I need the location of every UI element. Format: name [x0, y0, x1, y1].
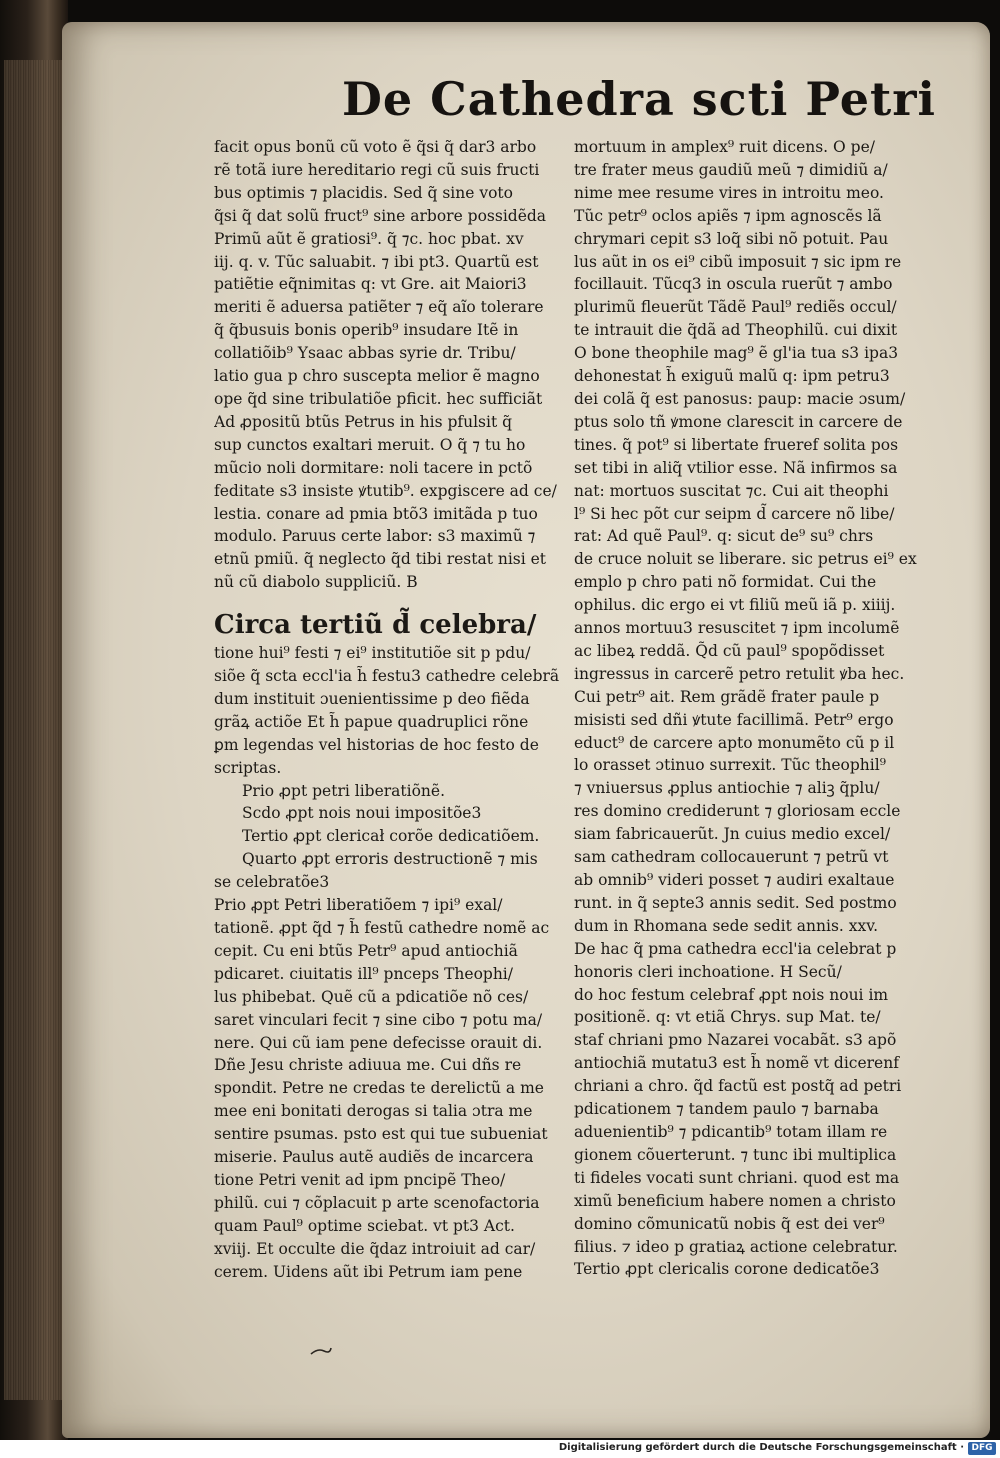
text-line: aduenientib⁹ ⁊ pdicantib⁹ totam illam re — [574, 1122, 888, 1141]
text-line: ximũ beneficium habere nomen a christo — [574, 1191, 896, 1210]
text-line: etnũ pmiũ. q̃ neglecto q̃d tibi restat nisi et — [214, 550, 547, 569]
text-line: facit opus bonũ cũ voto ẽ q̃si q̃ dar3 arbo — [214, 138, 537, 156]
text-line: tines. q̃ pot⁹ si libertate frueref solita pos — [574, 435, 899, 454]
text-line: Primũ aũt ẽ gratiosi⁹. q̃ ⁊c. hoc pbat. xv — [214, 229, 524, 248]
text-line: mee eni bonitati derogas si talia ɔtra me — [214, 1102, 533, 1121]
text-line: staf chriani pmo Nazarei vocabãt. s3 apõ — [574, 1031, 897, 1050]
text-line: honoris cleri inchoatione. H Secũ/ — [574, 962, 842, 981]
text-line: iij. q. v. Tũc saluabit. ⁊ ibi pt3. Quartũ est — [214, 252, 539, 271]
text-line: plurimũ fleuerũt Tãdẽ Paul⁹ rediẽs occul/ — [574, 298, 897, 317]
text-line: bus optimis ⁊ placidis. Sed q̃ sine voto — [214, 183, 513, 202]
text-line: do hoc festum celebraf ꝓpt nois noui im — [574, 985, 889, 1004]
text-line: Prio ꝓpt Petri liberatiõem ⁊ ipi⁹ exal/ — [214, 896, 503, 915]
text-line: Scdo ꝓpt nois noui impositõe3 — [242, 804, 482, 823]
text-line: spondit. Petre ne credas te derelictũ a me — [214, 1079, 544, 1098]
text-line: l⁹ Si hec põt cur seipm d̃ carcere nõ libe/ — [574, 504, 895, 523]
text-line: saret vinculari fecit ⁊ sine cibo ⁊ potu ma/ — [214, 1010, 543, 1029]
text-line: O bone theophile mag⁹ ẽ gl'ia tua s3 ipa3 — [574, 344, 899, 363]
text-line: tre frater meus gaudiũ meũ ⁊ dimidiũ a/ — [574, 160, 888, 179]
text-line: tione Petri venit ad ipm pncipẽ Theo/ — [214, 1170, 506, 1189]
text-line: educt⁹ de carcere apto monumẽto cũ p il — [574, 733, 895, 752]
text-line: ope q̃d sine tribulatiõe pficit. hec sufficiãt — [214, 389, 543, 408]
footer-bar — [0, 1440, 1000, 1458]
text-line: sup cunctos exaltari meruit. O q̃ ⁊ tu ho — [214, 435, 526, 454]
text-line: Cui petr⁹ ait. Rem grãdẽ frater paule p — [574, 687, 880, 706]
text-line: te intrauit die q̃dã ad Theophilũ. cui dixit — [574, 321, 898, 340]
text-line: gionem cõuerterunt. ⁊ tunc ibi multiplica — [574, 1145, 897, 1164]
text-line: ⁊ vniuersus ꝓplus antiochie ⁊ aliꝫ q̃plu/ — [574, 779, 880, 798]
text-line: mũcio noli dormitare: noli tacere in pctõ — [214, 458, 533, 477]
text-line: dei colã q̃ est panosus: paup: macie ɔsum/ — [574, 389, 906, 408]
text-line: ꝑm legendas vel historias de hoc festo de — [214, 735, 539, 754]
text-line: pdicaret. ciuitatis ill⁹ pnceps Theophi/ — [214, 964, 513, 983]
text-line: De hac q̃ pma cathedra eccl'ia celebrat p — [574, 939, 897, 958]
left-column-text-c — [214, 871, 576, 1283]
text-line: xviij. Et occulte die q̃daz introiuit ad car/ — [214, 1239, 536, 1258]
text-line: grãꝝ actiõe Et h̃ papue quadruplici rõne — [214, 712, 529, 731]
text-line: Quarto ꝓpt erroris destructionẽ ⁊ mis — [242, 850, 538, 869]
text-line: de cruce noluit se liberare. sic petrus ei⁹ ex — [574, 550, 917, 569]
text-line: collatiõib⁹ Ysaac abbas syrie dr. Tribu/ — [214, 344, 516, 363]
text-line: res domino crediderunt ⁊ gloriosam eccle — [574, 802, 901, 821]
text-line: latio gua p chro suscepta melior ẽ magno — [214, 367, 540, 386]
text-line: tationẽ. ꝓpt q̃d ⁊ h̃ festũ cathedre nomẽ ac — [214, 919, 550, 937]
text-line: chriani a chro. q̃d factũ est postq̃ ad petri — [574, 1077, 902, 1096]
text-line: q̃si q̃ dat solũ fruct⁹ sine arbore possidẽda — [214, 206, 547, 225]
reasons-list — [214, 780, 576, 872]
text-line: siam fabricauerũt. Jn cuius medio excel/ — [574, 825, 891, 844]
left-column — [214, 136, 576, 1284]
text-line: dum in Rhomana sede sedit annis. xxv. — [574, 916, 879, 935]
text-line: miserie. Paulus autẽ audiẽs de incarcera — [214, 1148, 534, 1167]
text-line: quam Paul⁹ optime sciebat. vt pt3 Act. — [214, 1216, 515, 1235]
text-line: rat: Ad quẽ Paul⁹. q: sicut de⁹ su⁹ chrs — [574, 527, 874, 546]
text-line: focillauit. Tũcq3 in oscula ruerũt ⁊ ambo — [574, 275, 893, 294]
text-line: feditate s3 insiste ꝟtutib⁹. expgiscere ad ce/ — [214, 481, 557, 500]
text-line: lus aũt in os ei⁹ cibũ imposuit ⁊ sic ipm re — [574, 252, 902, 271]
text-line: Tũc petr⁹ oclos apiẽs ⁊ ipm agnoscẽs lã — [574, 206, 882, 225]
text-line: annos mortuu3 resuscitet ⁊ ipm incolumẽ — [574, 619, 900, 638]
right-column-text — [574, 136, 958, 1281]
text-line: ac libeꝝ reddã. Q̃d cũ paul⁹ spopõdisset — [574, 641, 885, 660]
text-line: Tertio ꝓpt clericał corõe dedicatiõem. — [242, 827, 540, 846]
text-line: lestia. conare ad pmia btõ3 imitãda p tuo — [214, 504, 538, 523]
text-line: lo orasset ɔtinuo surrexit. Tũc theophil⁹ — [574, 756, 886, 775]
text-line: tione hui⁹ festi ⁊ ei⁹ institutiõe sit p pdu/ — [214, 644, 531, 663]
text-line: philũ. cui ⁊ cõplacuit p arte scenofactoria — [214, 1193, 540, 1212]
text-line: nat: mortuos suscitat ⁊c. Cui ait theophi — [574, 481, 889, 500]
text-line: Dñe Jesu christe adiuua me. Cui dñs re — [214, 1056, 522, 1075]
text-line: domino cõmunicatũ nobis q̃ est dei ver⁹ — [574, 1214, 885, 1233]
text-line: scriptas. — [214, 758, 282, 777]
text-line: ab omnib⁹ videri posset ⁊ audiri exaltaue — [574, 871, 895, 889]
text-line: siõe q̃ scta eccl'ia h̃ festu3 cathedre celebrã — [214, 667, 560, 686]
text-line: chrymari cepit s3 loq̃ sibi nõ potuit. Pau — [574, 229, 889, 248]
text-line: dum instituit ɔuenientissime p deo fiẽda — [214, 689, 530, 708]
text-line: antiochiã mutatu3 est h̃ nomẽ vt dicerenf — [574, 1054, 899, 1073]
left-column-text-b — [214, 642, 576, 779]
text-line: misisti sed dñi ꝟtute facillimã. Petr⁹ ergo — [574, 710, 894, 729]
text-line: sentire psumas. psto est qui tue subueniat — [214, 1125, 548, 1144]
left-column-text-a — [214, 136, 576, 594]
page-stack-edges — [4, 60, 62, 1400]
text-line: pdicationem ⁊ tandem paulo ⁊ barnaba — [574, 1100, 879, 1119]
text-line: Tertio ꝓpt clericalis corone dedicatõe3 — [574, 1260, 880, 1279]
text-line: lus phibebat. Quẽ cũ a pdicatiõe nõ ces/ — [214, 987, 529, 1006]
section-subheading: Circa tertiũ d̃ celebra/ — [214, 610, 537, 641]
text-line: Ad ꝓpositũ btũs Petrus in his pfulsit q̃ — [214, 412, 513, 431]
text-line: q̃ q̃busuis bonis operib⁹ insudare Itẽ in — [214, 321, 519, 340]
text-line: mortuum in amplex⁹ ruit dicens. O pe/ — [574, 138, 875, 156]
text-line: ingressus in carcerẽ petro retulit ꝟba hec. — [574, 664, 905, 683]
right-column — [574, 136, 958, 1281]
text-line: rẽ totã iure hereditario regi cũ suis fructi — [214, 160, 540, 179]
text-line: dehonestat h̃ exiguũ malũ q: ipm petru3 — [574, 367, 890, 386]
text-line: ophilus. dic ergo ei vt filiũ meũ iã p. xiiij. — [574, 596, 896, 615]
text-line: patiẽtie eq̃nimitas q: vt Gre. ait Maiori3 — [214, 275, 527, 294]
text-line: runt. in q̃ septe3 annis sedit. Sed postmo — [574, 893, 897, 912]
text-line: sam cathedram collocauerunt ⁊ petrũ vt — [574, 848, 889, 867]
text-line: ti fideles vocati sunt chriani. quod est ma — [574, 1168, 900, 1187]
text-line: ptus solo tñ ꝟmone clarescit in carcere de — [574, 412, 903, 431]
dfg-logo: DFG — [968, 1442, 996, 1455]
footer-credit: Digitalisierung gefördert durch die Deutsche Forschungsgemeinschaft · — [558, 1442, 964, 1453]
ink-mark — [310, 1346, 332, 1356]
text-line: modulo. Paruus certe labor: s3 maximũ ⁊ — [214, 527, 536, 546]
text-line: filius. ⁊ ideo p gratiaꝝ actione celebratur. — [574, 1237, 898, 1256]
text-line: set tibi in aliq̃ vtilior esse. Nã infirmos sa — [574, 458, 898, 477]
page-heading: De Cathedra scti Petri — [342, 72, 936, 126]
text-line: nime mee resume vires in introitu meo. — [574, 183, 884, 202]
text-line: cepit. Cu eni btũs Petr⁹ apud antiochiã — [214, 941, 518, 960]
text-line: Prio ꝓpt petri liberatiõnẽ. — [242, 781, 446, 800]
text-line: nere. Qui cũ iam pene defecisse orauit di. — [214, 1033, 543, 1052]
text-line: positionẽ. q: vt etiã Chrys. sup Mat. te/ — [574, 1008, 881, 1027]
section-gap — [214, 594, 576, 608]
text-line: nũ cũ diabolo suppliciũ. B — [214, 573, 418, 592]
text-line: emplo p chro pati nõ formidat. Cui the — [574, 573, 877, 592]
text-line: cerem. Uidens aũt ibi Petrum iam pene — [214, 1262, 523, 1281]
text-line: meriti ẽ aduersa patiẽter ⁊ eq̃ aĩo tolerare — [214, 298, 544, 317]
text-line: se celebratõe3 — [214, 873, 330, 892]
